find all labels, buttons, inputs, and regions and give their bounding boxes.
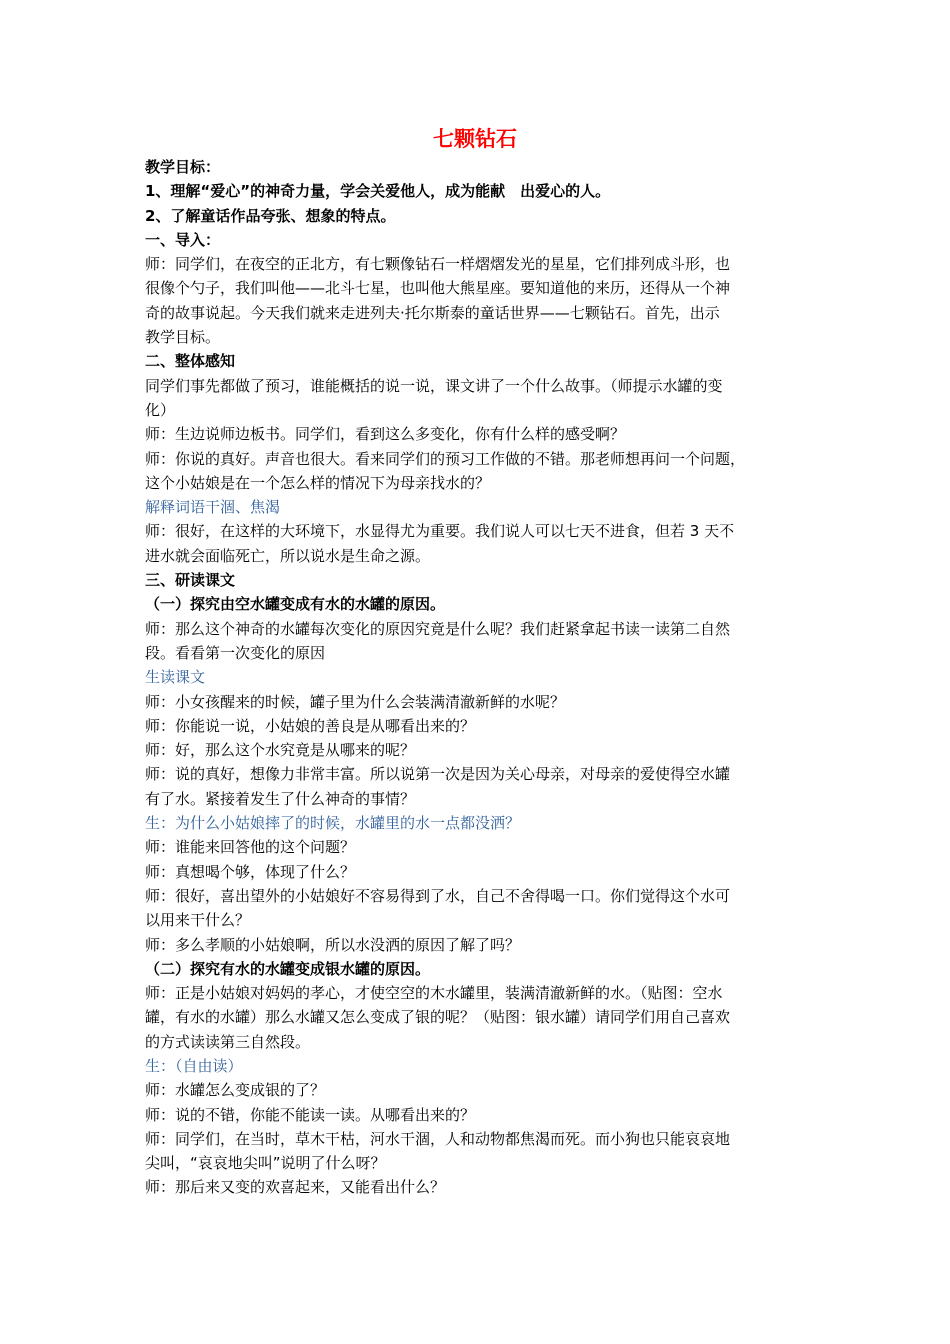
text-line: 师：那后来又变的欢喜起来，又能看出什么？ [145,1178,446,1197]
text-line: 师：多么孝顺的小姑娘啊，所以水没洒的原因了解了吗？ [145,935,521,954]
text-line: 教学目标。 [145,328,221,347]
document-title: 七颗钻石 [433,127,517,151]
text-line: 的方式读读第三自然段。 [145,1032,311,1051]
text-line: 师：你能说一说，小姑娘的善良是从哪看出来的？ [145,716,476,735]
text-line: 尖叫，“哀哀地尖叫”说明了什么呀？ [145,1154,386,1173]
text-line: 以用来干什么？ [145,911,251,930]
text-line: 1、理解“爱心”的神奇力量，学会关爱他人，成为能献 出爱心的人。 [145,182,611,201]
text-line: （二）探究有水的水罐变成银水罐的原因。 [145,959,431,978]
text-line: 师：正是小姑娘对妈妈的孝心，才使空空的木水罐里，装满清澈新鲜的水。（贴图：空水 [145,984,723,1003]
text-line: 罐，有水的水罐）那么水罐又怎么变成了银的呢？（贴图：银水罐）请同学们用自己喜欢 [145,1008,731,1027]
text-line: 师：好，那么这个水究竟是从哪来的呢？ [145,741,416,760]
document-body [145,155,805,1200]
text-line: 师：同学们，在夜空的正北方，有七颗像钻石一样熠熠发光的星星，它们排列成斗形，也 [145,255,731,274]
text-line: 同学们事先都做了预习，谁能概括的说一说，课文讲了一个什么故事。（师提示水罐的变 [145,376,723,395]
text-line: 生：为什么小姑娘摔了的时候，水罐里的水一点都没洒？ [145,814,521,833]
text-line: （一）探究由空水罐变成有水的水罐的原因。 [145,595,446,614]
text-line: 进水就会面临死亡，所以说水是生命之源。 [145,546,431,565]
text-line: 师：很好，喜出望外的小姑娘好不容易得到了水，自己不舍得喝一口。你们觉得这个水可 [145,886,731,905]
text-line: 师：小女孩醒来的时候，罐子里为什么会装满清澈新鲜的水呢？ [145,692,566,711]
text-line: 很像个勺子，我们叫他——北斗七星，也叫他大熊星座。要知道他的来历，还得从一个神 [145,279,731,298]
text-line: 师：同学们，在当时，草木干枯，河水干涸，人和动物都焦渴而死。而小狗也只能哀哀地 [145,1129,731,1148]
text-line: 二、整体感知 [145,352,236,371]
text-line: 师：说的真好，想像力非常丰富。所以说第一次是因为关心母亲，对母亲的爱使得空水罐 [145,765,731,784]
text-line: 教学目标： [145,158,221,176]
text-line: 有了水。紧接着发生了什么神奇的事情？ [145,789,416,808]
text-line: 师：水罐怎么变成银的了？ [145,1081,326,1100]
text-line: 师：真想喝个够，体现了什么？ [145,862,356,881]
text-line: 师：说的不错，你能不能读一读。从哪看出来的？ [145,1105,476,1124]
text-line: 化） [145,400,176,419]
text-line: 2、了解童话作品夸张、想象的特点。 [145,206,396,225]
text-line: 三、研读课文 [145,571,236,590]
text-line: 段。看看第一次变化的原因 [145,643,326,662]
text-line: 这个小姑娘是在一个怎么样的情况下为母亲找水的？ [145,473,491,492]
text-line: 生读课文 [145,668,206,687]
text-line: 师：那么这个神奇的水罐每次变化的原因究竟是什么呢？我们赶紧拿起书读一读第二自然 [145,619,731,638]
text-line: 解释词语干涸、焦渴 [145,498,281,517]
text-line: 师：谁能来回答他的这个问题？ [145,838,356,857]
text-line: 奇的故事说起。今天我们就来走进列夫·托尔斯泰的童话世界——七颗钻石。首先，出示 [145,303,720,322]
text-line: 师：你说的真好。声音也很大。看来同学们的预习工作做的不错。那老师想再问一个问题， [145,449,746,468]
text-line: 生：（自由读） [145,1056,243,1075]
text-line: 师：很好，在这样的大环境下，水显得尤为重要。我们说人可以七天不进食，但若 3 天不 [145,522,735,541]
text-line: 师：生边说师边板书。同学们，看到这么多变化，你有什么样的感受啊？ [145,425,626,444]
text-line: 一、导入： [145,230,221,249]
